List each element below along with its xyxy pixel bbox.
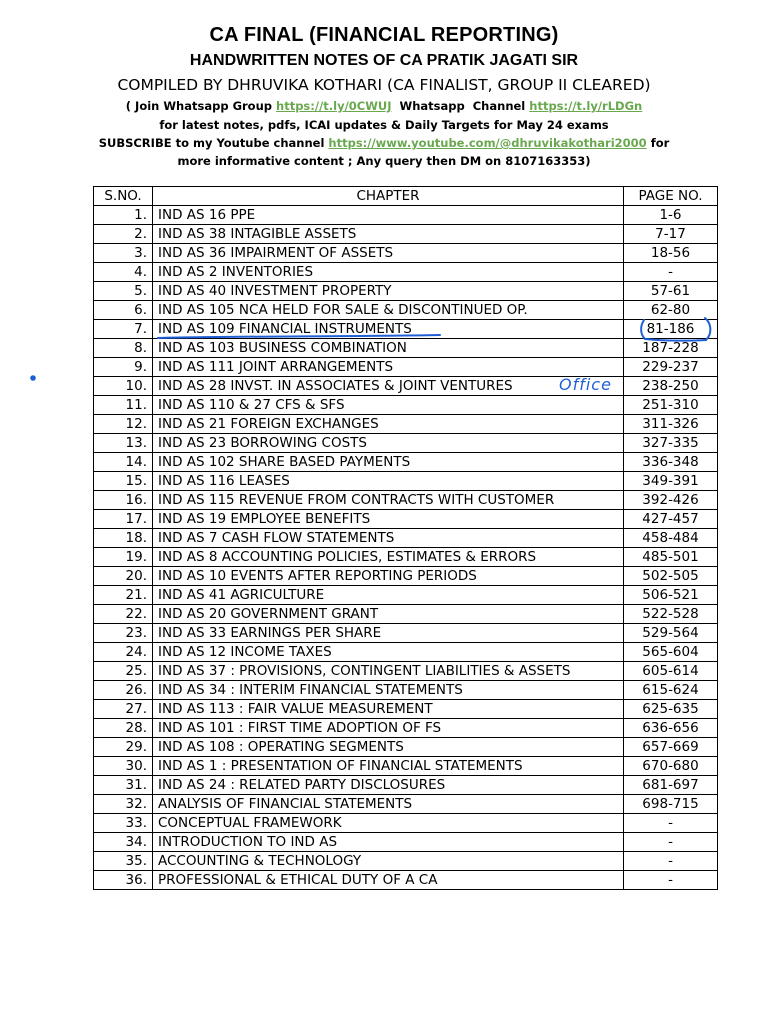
table-header-row: [94, 187, 718, 206]
table-row: [94, 776, 718, 795]
row-chapter: IND AS 101 : FIRST TIME ADOPTION OF FS: [153, 719, 624, 738]
row-chapter: IND AS 8 ACCOUNTING POLICIES, ESTIMATES & ERRORS: [153, 548, 624, 567]
row-page-no: 1-6: [624, 206, 718, 225]
row-chapter: IND AS 109 FINANCIAL INSTRUMENTS: [153, 320, 624, 339]
row-sno: 33.: [94, 814, 153, 833]
row-sno: 24.: [94, 643, 153, 662]
row-chapter: IND AS 38 INTAGIBLE ASSETS: [153, 225, 624, 244]
row-page-no: 529-564: [624, 624, 718, 643]
row-sno: 1.: [94, 206, 153, 225]
table-row: [94, 662, 718, 681]
table-row: [94, 415, 718, 434]
row-sno: 21.: [94, 586, 153, 605]
youtube-line-suffix: for: [646, 136, 670, 150]
row-page-no: -: [624, 263, 718, 282]
row-chapter: ACCOUNTING & TECHNOLOGY: [153, 852, 624, 871]
table-row: [94, 263, 718, 282]
row-chapter: IND AS 115 REVENUE FROM CONTRACTS WITH CUSTOMER: [153, 491, 624, 510]
row-page-no: -: [624, 814, 718, 833]
row-sno: 8.: [94, 339, 153, 358]
row-page-no: 81-186: [624, 320, 718, 339]
row-page-no: 458-484: [624, 529, 718, 548]
row-sno: 31.: [94, 776, 153, 795]
row-sno: 13.: [94, 434, 153, 453]
table-row: [94, 643, 718, 662]
table-row: [94, 510, 718, 529]
row-chapter: IND AS 28 INVST. IN ASSOCIATES & JOINT VENTURES: [153, 377, 624, 396]
table-row: [94, 719, 718, 738]
row-chapter: IND AS 7 CASH FLOW STATEMENTS: [153, 529, 624, 548]
table-row: [94, 472, 718, 491]
ink-dot: [31, 376, 35, 380]
row-sno: 16.: [94, 491, 153, 510]
row-page-no: 698-715: [624, 795, 718, 814]
row-sno: 26.: [94, 681, 153, 700]
row-chapter: IND AS 2 INVENTORIES: [153, 263, 624, 282]
row-chapter: IND AS 103 BUSINESS COMBINATION: [153, 339, 624, 358]
table-row: [94, 795, 718, 814]
table-row: [94, 434, 718, 453]
row-page-no: 636-656: [624, 719, 718, 738]
row-chapter: IND AS 108 : OPERATING SEGMENTS: [153, 738, 624, 757]
row-sno: 11.: [94, 396, 153, 415]
table-row: [94, 358, 718, 377]
table-body: [94, 206, 718, 890]
table-row: [94, 738, 718, 757]
row-chapter: IND AS 110 & 27 CFS & SFS: [153, 396, 624, 415]
row-sno: 32.: [94, 795, 153, 814]
header-sno: S.NO.: [94, 187, 153, 206]
whatsapp-line-mid: Whatsapp Channel: [391, 99, 530, 113]
row-page-no: 522-528: [624, 605, 718, 624]
row-sno: 35.: [94, 852, 153, 871]
row-sno: 2.: [94, 225, 153, 244]
row-page-no: 615-624: [624, 681, 718, 700]
document-title: CA FINAL (FINANCIAL REPORTING): [209, 24, 559, 46]
row-sno: 7.: [94, 320, 153, 339]
youtube-line: [0, 136, 768, 150]
table-row: [94, 225, 718, 244]
row-chapter: IND AS 12 INCOME TAXES: [153, 643, 624, 662]
row-chapter: IND AS 20 GOVERNMENT GRANT: [153, 605, 624, 624]
row-chapter: ANALYSIS OF FINANCIAL STATEMENTS: [153, 795, 624, 814]
row-sno: 19.: [94, 548, 153, 567]
row-chapter: IND AS 16 PPE: [153, 206, 624, 225]
row-chapter: IND AS 116 LEASES: [153, 472, 624, 491]
office-handwritten-note: Office: [559, 375, 612, 394]
table-row: [94, 396, 718, 415]
whatsapp-line-prefix: ( Join Whatsapp Group: [125, 99, 277, 113]
table-row: [94, 871, 718, 890]
row-sno: 20.: [94, 567, 153, 586]
table-row: [94, 681, 718, 700]
table-row: [94, 529, 718, 548]
row-chapter: IND AS 105 NCA HELD FOR SALE & DISCONTINUED OP.: [153, 301, 624, 320]
row-chapter: IND AS 102 SHARE BASED PAYMENTS: [153, 453, 624, 472]
row-page-no: 18-56: [624, 244, 718, 263]
header-chapter: CHAPTER: [153, 187, 624, 206]
row-chapter: PROFESSIONAL & ETHICAL DUTY OF A CA: [153, 871, 624, 890]
table-row: [94, 852, 718, 871]
row-page-no: 681-697: [624, 776, 718, 795]
row-sno: 4.: [94, 263, 153, 282]
row-chapter: IND AS 113 : FAIR VALUE MEASUREMENT: [153, 700, 624, 719]
table-row: [94, 377, 718, 396]
row-page-no: -: [624, 871, 718, 890]
row-chapter: INTRODUCTION TO IND AS: [153, 833, 624, 852]
table-row: [94, 491, 718, 510]
row-sno: 34.: [94, 833, 153, 852]
row-sno: 28.: [94, 719, 153, 738]
table-row: [94, 624, 718, 643]
row-page-no: 7-17: [624, 225, 718, 244]
row-chapter: IND AS 34 : INTERIM FINANCIAL STATEMENTS: [153, 681, 624, 700]
row-sno: 25.: [94, 662, 153, 681]
table-row: [94, 605, 718, 624]
row-page-no: 670-680: [624, 757, 718, 776]
row-page-no: 392-426: [624, 491, 718, 510]
row-chapter: IND AS 21 FOREIGN EXCHANGES: [153, 415, 624, 434]
row-page-no: 311-326: [624, 415, 718, 434]
row-page-no: 229-237: [624, 358, 718, 377]
row-page-no: 565-604: [624, 643, 718, 662]
row-chapter: IND AS 23 BORROWING COSTS: [153, 434, 624, 453]
table-row: [94, 453, 718, 472]
table-row: [94, 282, 718, 301]
row-sno: 17.: [94, 510, 153, 529]
whatsapp-group-link[interactable]: https://t.ly/0CWUJ: [276, 99, 392, 113]
row-page-no: 506-521: [624, 586, 718, 605]
youtube-line-prefix: SUBSCRIBE to my Youtube channel: [98, 136, 329, 150]
row-page-no: -: [624, 852, 718, 871]
row-page-no: 62-80: [624, 301, 718, 320]
table-row: [94, 301, 718, 320]
row-sno: 18.: [94, 529, 153, 548]
row-page-no: 57-61: [624, 282, 718, 301]
row-chapter: IND AS 37 : PROVISIONS, CONTINGENT LIABILITIES & ASSETS: [153, 662, 624, 681]
row-sno: 14.: [94, 453, 153, 472]
table-row: [94, 548, 718, 567]
row-page-no: 327-335: [624, 434, 718, 453]
document-subtitle: HANDWRITTEN NOTES OF CA PRATIK JAGATI SIR: [189, 52, 579, 69]
table-row: [94, 586, 718, 605]
table-row: [94, 757, 718, 776]
row-chapter: IND AS 111 JOINT ARRANGEMENTS: [153, 358, 624, 377]
row-page-no: 625-635: [624, 700, 718, 719]
row-sno: 6.: [94, 301, 153, 320]
row-page-no: 238-250: [624, 377, 718, 396]
row-chapter: IND AS 36 IMPAIRMENT OF ASSETS: [153, 244, 624, 263]
row-page-no: 251-310: [624, 396, 718, 415]
row-chapter: IND AS 10 EVENTS AFTER REPORTING PERIODS: [153, 567, 624, 586]
table-row: [94, 206, 718, 225]
row-chapter: IND AS 41 AGRICULTURE: [153, 586, 624, 605]
row-sno: 12.: [94, 415, 153, 434]
row-sno: 29.: [94, 738, 153, 757]
row-page-no: 485-501: [624, 548, 718, 567]
compiled-by-line: COMPILED BY DHRUVIKA KOTHARI (CA FINALIST, GROUP II CLEARED): [117, 76, 651, 94]
row-page-no: 502-505: [624, 567, 718, 586]
row-chapter: IND AS 19 EMPLOYEE BENEFITS: [153, 510, 624, 529]
contact-line: more informative content ; Any query then DM on 8107163353): [177, 154, 591, 168]
whatsapp-channel-link[interactable]: https://t.ly/rLDGn: [529, 99, 643, 113]
table-row: [94, 320, 718, 339]
row-sno: 23.: [94, 624, 153, 643]
chapter-index-table: [93, 186, 718, 890]
row-sno: 5.: [94, 282, 153, 301]
whatsapp-line: [0, 99, 768, 113]
row-chapter: CONCEPTUAL FRAMEWORK: [153, 814, 624, 833]
table-row: [94, 339, 718, 358]
row-sno: 36.: [94, 871, 153, 890]
table-row: [94, 244, 718, 263]
youtube-channel-link[interactable]: https://www.youtube.com/@dhruvikakothari2000: [328, 136, 647, 150]
row-page-no: -: [624, 833, 718, 852]
row-page-no: 349-391: [624, 472, 718, 491]
row-sno: 10.: [94, 377, 153, 396]
row-sno: 30.: [94, 757, 153, 776]
table-row: [94, 567, 718, 586]
row-sno: 27.: [94, 700, 153, 719]
row-page-no: 336-348: [624, 453, 718, 472]
table-row: [94, 814, 718, 833]
table-row: [94, 700, 718, 719]
table-row: [94, 833, 718, 852]
row-chapter: IND AS 33 EARNINGS PER SHARE: [153, 624, 624, 643]
row-sno: 22.: [94, 605, 153, 624]
row-page-no: 187-228: [624, 339, 718, 358]
row-page-no: 657-669: [624, 738, 718, 757]
notes-info-line: for latest notes, pdfs, ICAI updates & Daily Targets for May 24 exams: [159, 118, 609, 132]
row-chapter: IND AS 1 : PRESENTATION OF FINANCIAL STATEMENTS: [153, 757, 624, 776]
row-sno: 9.: [94, 358, 153, 377]
row-page-no: 605-614: [624, 662, 718, 681]
row-chapter: IND AS 24 : RELATED PARTY DISCLOSURES: [153, 776, 624, 795]
row-sno: 3.: [94, 244, 153, 263]
row-chapter: IND AS 40 INVESTMENT PROPERTY: [153, 282, 624, 301]
row-page-no: 427-457: [624, 510, 718, 529]
header-page-no: PAGE NO.: [624, 187, 718, 206]
row-sno: 15.: [94, 472, 153, 491]
